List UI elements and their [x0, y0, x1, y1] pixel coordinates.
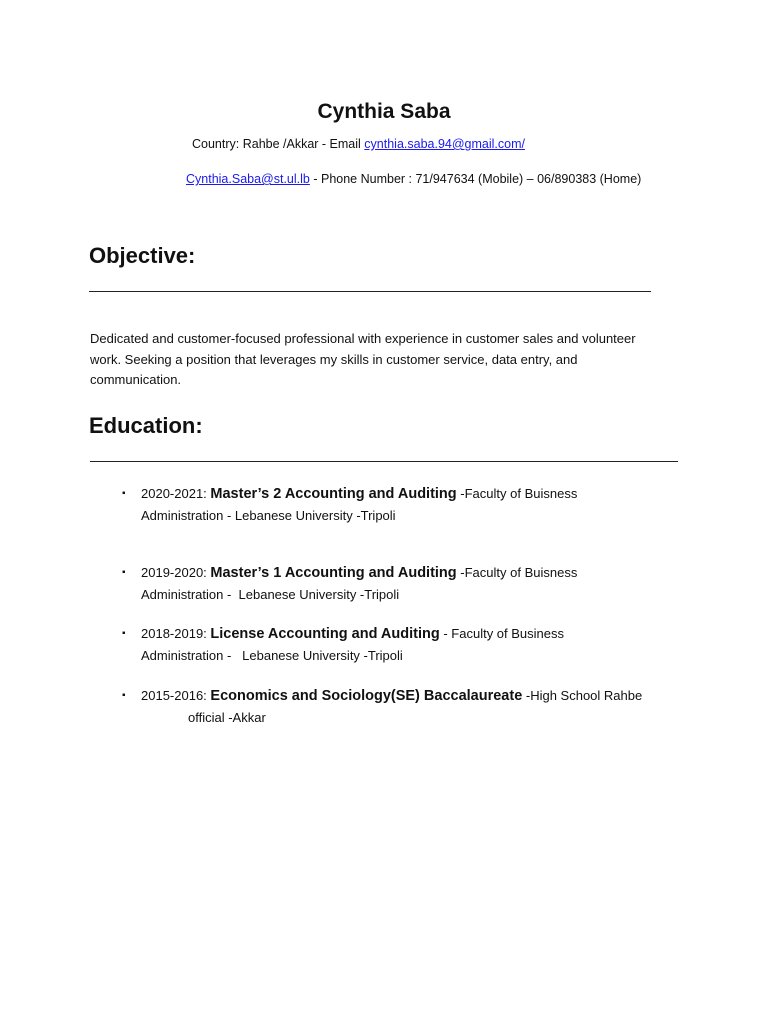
bullet-icon: ▪ [122, 628, 126, 639]
education-years: 2018-2019: [141, 626, 211, 641]
education-institution: -High School Rahbe [522, 688, 643, 703]
education-degree: Master’s 1 Accounting and Auditing [210, 565, 457, 581]
education-heading: Education: [89, 413, 203, 438]
bullet-icon: ▪ [122, 690, 126, 701]
education-item-line-1 [141, 623, 661, 645]
education-item-line-2: Administration - Lebanese University -Tripoli [141, 587, 400, 602]
education-item-line-1 [141, 483, 661, 505]
contact-line-1 [192, 137, 525, 151]
email-link-university[interactable]: Cynthia.Saba@st.ul.lb [186, 172, 310, 186]
education-item-line-1 [141, 685, 661, 707]
email-link-gmail[interactable]: cynthia.saba.94@gmail.com/ [364, 137, 525, 151]
location-text: Country: Rahbe /Akkar - Email [192, 137, 365, 151]
contact-line-2 [186, 172, 641, 186]
objective-text: Dedicated and customer-focused professional with experience in customer sales and volunteer work. Seeking a position that leverages my skills in customer service, data entry, and communication. [90, 331, 636, 387]
candidate-name: Cynthia Saba [317, 100, 451, 123]
education-item-masters-2 [122, 483, 661, 526]
education-institution: -Faculty of Buisness [456, 486, 578, 501]
objective-divider [89, 291, 651, 292]
bullet-icon: ▪ [122, 488, 126, 499]
education-years: 2019-2020: [141, 565, 211, 580]
education-years: 2015-2016: [141, 688, 211, 703]
education-item-baccalaureate [122, 685, 661, 728]
education-item-line-1 [141, 562, 661, 584]
education-degree: Economics and Sociology(SE) Baccalaureate [210, 688, 523, 704]
education-item-line-2: Administration - Lebanese University -Tripoli [141, 648, 403, 663]
education-years: 2020-2021: [141, 486, 211, 501]
education-item-masters-1 [122, 562, 661, 605]
education-item-license [122, 623, 661, 666]
bullet-icon: ▪ [122, 567, 126, 578]
education-institution: - Faculty of Business [439, 626, 565, 641]
education-institution: -Faculty of Buisness [456, 565, 578, 580]
phone-numbers-text: - Phone Number : 71/947634 (Mobile) – 06/890383 (Home) [309, 172, 642, 186]
education-item-line-2: Administration - Lebanese University -Tripoli [141, 508, 396, 523]
objective-heading: Objective: [89, 243, 196, 268]
education-degree: License Accounting and Auditing [210, 626, 440, 642]
education-divider [90, 461, 678, 462]
education-degree: Master’s 2 Accounting and Auditing [210, 486, 457, 502]
education-item-line-2: official -Akkar [188, 710, 266, 725]
